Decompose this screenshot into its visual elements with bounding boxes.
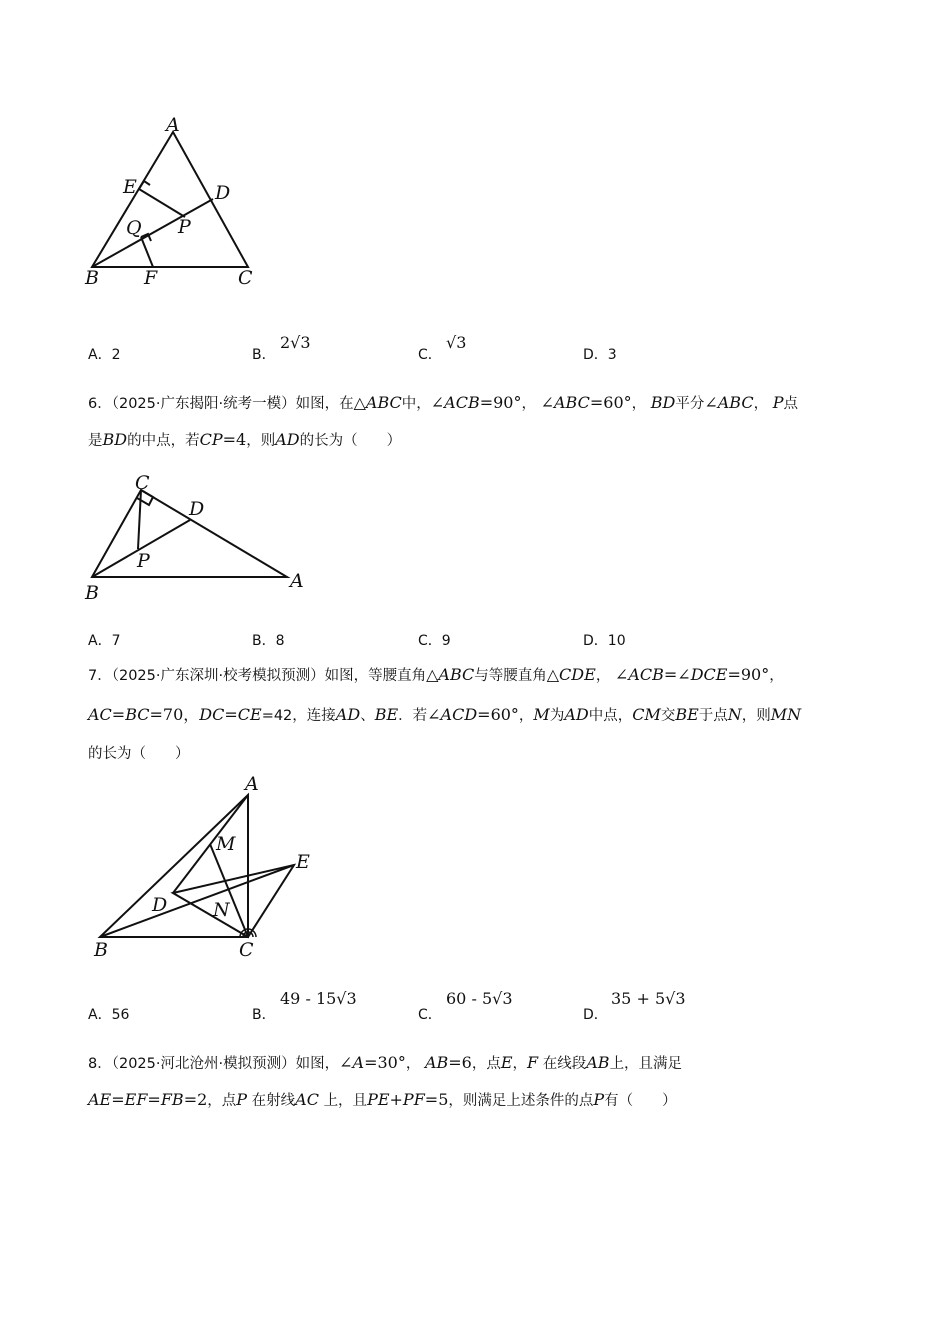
- q8-stem-line2: AE=EF=FB=2，点P 在射线AC 上，且PE+PF=5，则满足上述条件的点P有（ ）: [88, 1090, 677, 1109]
- figure-q7: [85, 770, 325, 965]
- q6-stem-line1: 6．（2025·广东揭阳·统考一模）如图，在△ABC中，∠ACB=90°， ∠ABC=60°， BD平分∠ABC， P点: [88, 393, 798, 412]
- q6-option-c[interactable]: C．9: [418, 633, 451, 649]
- q7-option-c-value: 60 - 5√3: [446, 989, 513, 1008]
- right-angle-mark-e: [139, 181, 150, 189]
- label-c: C: [239, 939, 254, 961]
- label-e: E: [296, 851, 310, 873]
- figure-q5: [80, 110, 280, 295]
- label-n: N: [213, 899, 230, 921]
- label-b: B: [85, 267, 99, 289]
- q7-stem-line1: 7．（2025·广东深圳·校考模拟预测）如图，等腰直角△ABC与等腰直角△CDE， ∠ACB=∠DCE=90°，: [88, 665, 784, 684]
- segment-cm: [210, 844, 248, 937]
- label-d: D: [215, 182, 231, 204]
- q5-option-c-letter[interactable]: C．: [418, 347, 442, 363]
- q5-option-c-value: √3: [446, 333, 467, 352]
- q7-option-c-letter[interactable]: C．: [418, 1007, 442, 1023]
- q8-stem-line1: 8．（2025·河北沧州·模拟预测）如图，∠A=30°， AB=6，点E，F 在线段AB上，且满足: [88, 1053, 683, 1072]
- q7-option-a[interactable]: A．56: [88, 1007, 130, 1023]
- label-e: E: [123, 176, 137, 198]
- q5-option-d[interactable]: D．3: [583, 347, 617, 363]
- label-c: C: [135, 472, 150, 494]
- label-p: P: [137, 550, 150, 572]
- q7-stem-line3: 的长为（ ）: [88, 746, 190, 762]
- label-b: B: [85, 582, 99, 604]
- label-q: Q: [126, 217, 142, 239]
- q5-option-b-value: 2√3: [280, 333, 311, 352]
- label-m: M: [216, 833, 236, 855]
- label-a: A: [290, 570, 304, 592]
- label-f: F: [144, 267, 158, 289]
- q7-option-d-value: 35 + 5√3: [611, 989, 686, 1008]
- q7-option-b-value: 49 - 15√3: [280, 989, 357, 1008]
- label-c: C: [238, 267, 253, 289]
- q7-stem-line2: AC=BC=70，DC=CE=42，连接AD、BE．若∠ACD=60°，M为AD中点，CM交BE于点N，则MN: [88, 705, 802, 724]
- label-p: P: [178, 216, 191, 238]
- q6-stem-line2: 是BD的中点，若CP=4，则AD的长为（ ）: [88, 430, 402, 449]
- segment-qf: [141, 237, 153, 267]
- q6-option-b[interactable]: B．8: [252, 633, 285, 649]
- label-b: B: [94, 939, 108, 961]
- q6-option-a[interactable]: A．7: [88, 633, 121, 649]
- label-d: D: [189, 498, 205, 520]
- q6-option-d[interactable]: D．10: [583, 633, 626, 649]
- segment-bd: [92, 199, 213, 267]
- segment-ep: [139, 189, 185, 217]
- q7-option-b-letter[interactable]: B．: [252, 1007, 276, 1023]
- figure-q6: [80, 470, 320, 605]
- label-a: A: [166, 114, 180, 136]
- label-a: A: [245, 773, 259, 795]
- q7-option-d-letter[interactable]: D．: [583, 1007, 608, 1023]
- q5-option-a[interactable]: A．2: [88, 347, 121, 363]
- q5-option-b-letter[interactable]: B．: [252, 347, 276, 363]
- segment-be: [100, 865, 294, 937]
- label-d: D: [152, 894, 168, 916]
